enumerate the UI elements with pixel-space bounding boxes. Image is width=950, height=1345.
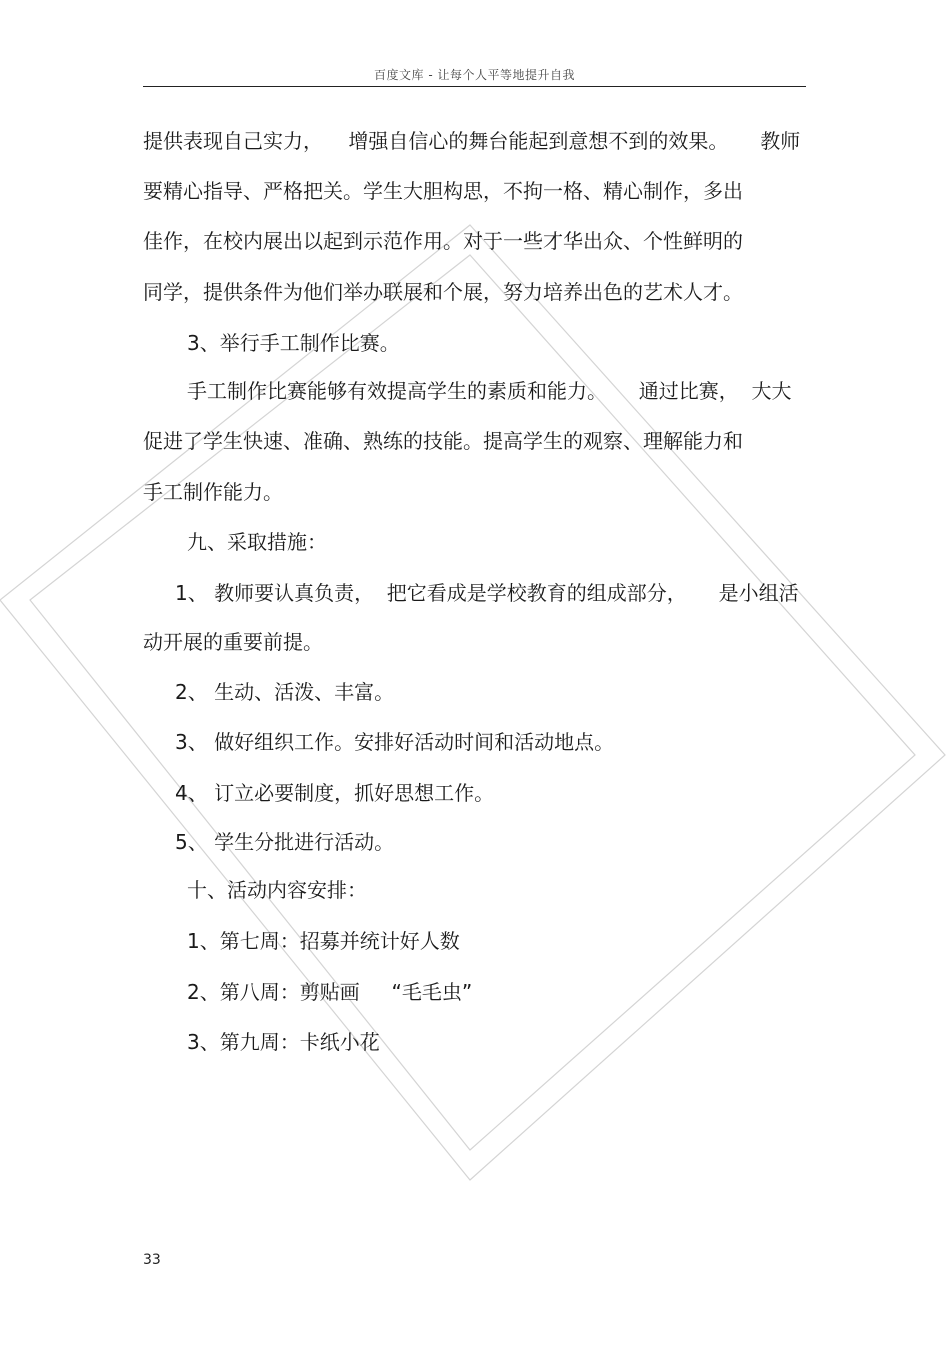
watermark-outer-outline [0,225,945,1180]
paragraph-line: 动开展的重要前提。 [143,630,323,654]
list-item: 1、 教师要认真负责， 把它看成是学校教育的组成部分， 是小组活 [175,581,799,605]
list-item: 1、第七周：招募并统计好人数 [187,929,460,953]
paragraph-line: 要精心指导、严格把关。学生大胆构思，不拘一格、精心制作，多出 [143,179,743,203]
paragraph-line: 提供表现自己实力， 增强自信心的舞台能起到意想不到的效果。 教师 [143,129,801,153]
list-item: 5、 学生分批进行活动。 [175,830,395,854]
header-divider [143,86,806,87]
paragraph-line: 促进了学生快速、准确、熟练的技能。提高学生的观察、理解能力和 [143,429,743,453]
paragraph-line: 手工制作比赛能够有效提高学生的素质和能力。 通过比赛， 大大 [187,379,792,403]
list-item: 4、 订立必要制度，抓好思想工作。 [175,781,495,805]
paragraph-line: 同学，提供条件为他们举办联展和个展，努力培养出色的艺术人才。 [143,280,743,304]
page-number: 33 [143,1252,161,1268]
section-heading: 十、活动内容安排： [187,878,367,902]
paragraph-line: 佳作，在校内展出以起到示范作用。对于一些才华出众、个性鲜明的 [143,229,743,253]
list-item: 3、 做好组织工作。安排好活动时间和活动地点。 [175,730,615,754]
paragraph-line: 手工制作能力。 [143,480,283,504]
section-heading: 3、举行手工制作比赛。 [187,331,400,355]
list-item: 3、第九周：卡纸小花 [187,1030,380,1054]
list-item: 2、 生动、活泼、丰富。 [175,680,395,704]
list-item: 2、第八周：剪贴画 “毛毛虫” [187,980,473,1004]
section-heading: 九、采取措施： [187,530,327,554]
page-header: 百度文库 - 让每个人平等地提升自我 [374,68,575,82]
